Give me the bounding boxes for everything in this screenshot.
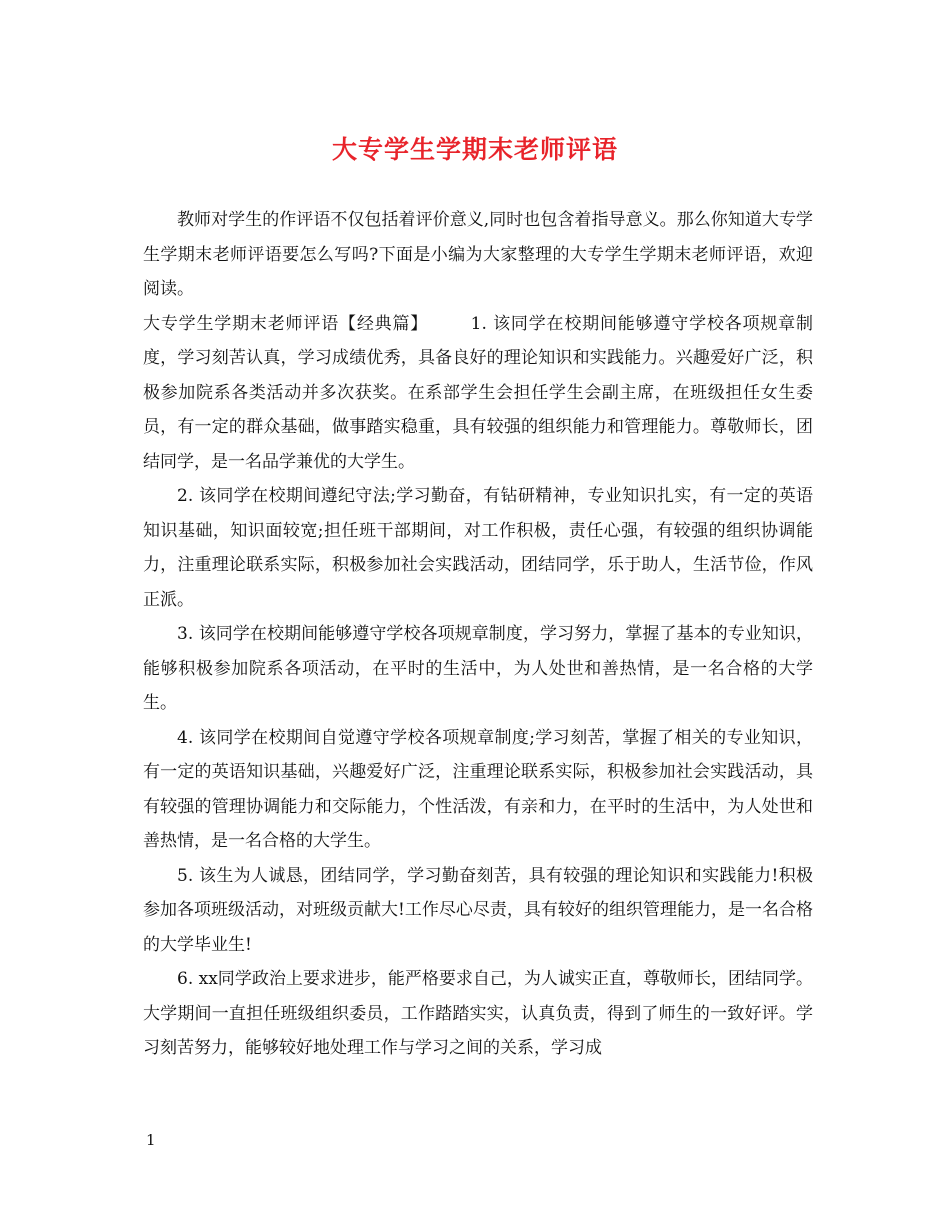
section-paragraph [143, 307, 813, 480]
item-4: 4. 该同学在校期间自觉遵守学校各项规章制度;学习刻苦，掌握了相关的专业知识，有一定的英语知识基础，兴趣爱好广泛，注重理论联系实际，积极参加社会实践活动，具有较强的管理协调能力和交际能力，个性活泼，有亲和力，在平时的生活中，为人处世和善热情，是一名合格的大学生。 [143, 727, 813, 851]
section-gap [428, 314, 471, 334]
intro-paragraph: 教师对学生的作评语不仅包括着评价意义,同时也包含着指导意义。那么你知道大专学生学期末老师评语要怎么写吗?下面是小编为大家整理的大专学生学期末老师评语，欢迎阅读。 [143, 210, 813, 299]
document-title: 大专学生学期末老师评语 [331, 135, 618, 164]
item-3: 3. 该同学在校期间能够遵守学校各项规章制度，学习努力，掌握了基本的专业知识，能够积极参加院系各项活动，在平时的生活中，为人处世和善热情，是一名合格的大学生。 [143, 624, 813, 713]
item-5: 5. 该生为人诚恳，团结同学，学习勤奋刻苦，具有较强的理论知识和实践能力!积极参加各项班级活动，对班级贡献大!工作尽心尽责，具有较好的组织管理能力，是一名合格的大学毕业生! [143, 865, 813, 955]
document-body [143, 203, 813, 1066]
item-1: 1. 该同学在校期间能够遵守学校各项规章制度，学习刻苦认真，学习成绩优秀，具备良好的理论知识和实践能力。兴趣爱好广泛，积极参加院系各类活动并多次获奖。在系部学生会担任学生会副主席，在班级担任女生委员，有一定的群众基础，做事踏实稳重，具有较强的组织能力和管理能力。尊敬师长，团结同学，是一名品学兼优的大学生。 [143, 313, 814, 472]
section-heading: 大专学生学期末老师评语【经典篇】 [143, 313, 429, 334]
item-2: 2. 该同学在校期间遵纪守法;学习勤奋，有钻研精神，专业知识扎实，有一定的英语知识基础，知识面较宽;担任班干部期间，对工作积极，责任心强，有较强的组织协调能力，注重理论联系实际，积极参加社会实践活动，团结同学，乐于助人，生活节俭，作风正派。 [143, 486, 813, 610]
page-number: 1 [146, 1131, 156, 1149]
item-6: 6. xx同学政治上要求进步，能严格要求自己，为人诚实正直，尊敬师长，团结同学。大学期间一直担任班级组织委员，工作踏踏实实，认真负责，得到了师生的一致好评。学习刻苦努力，能够较好地处理工作与学习之间的关系，学习成 [143, 969, 813, 1058]
